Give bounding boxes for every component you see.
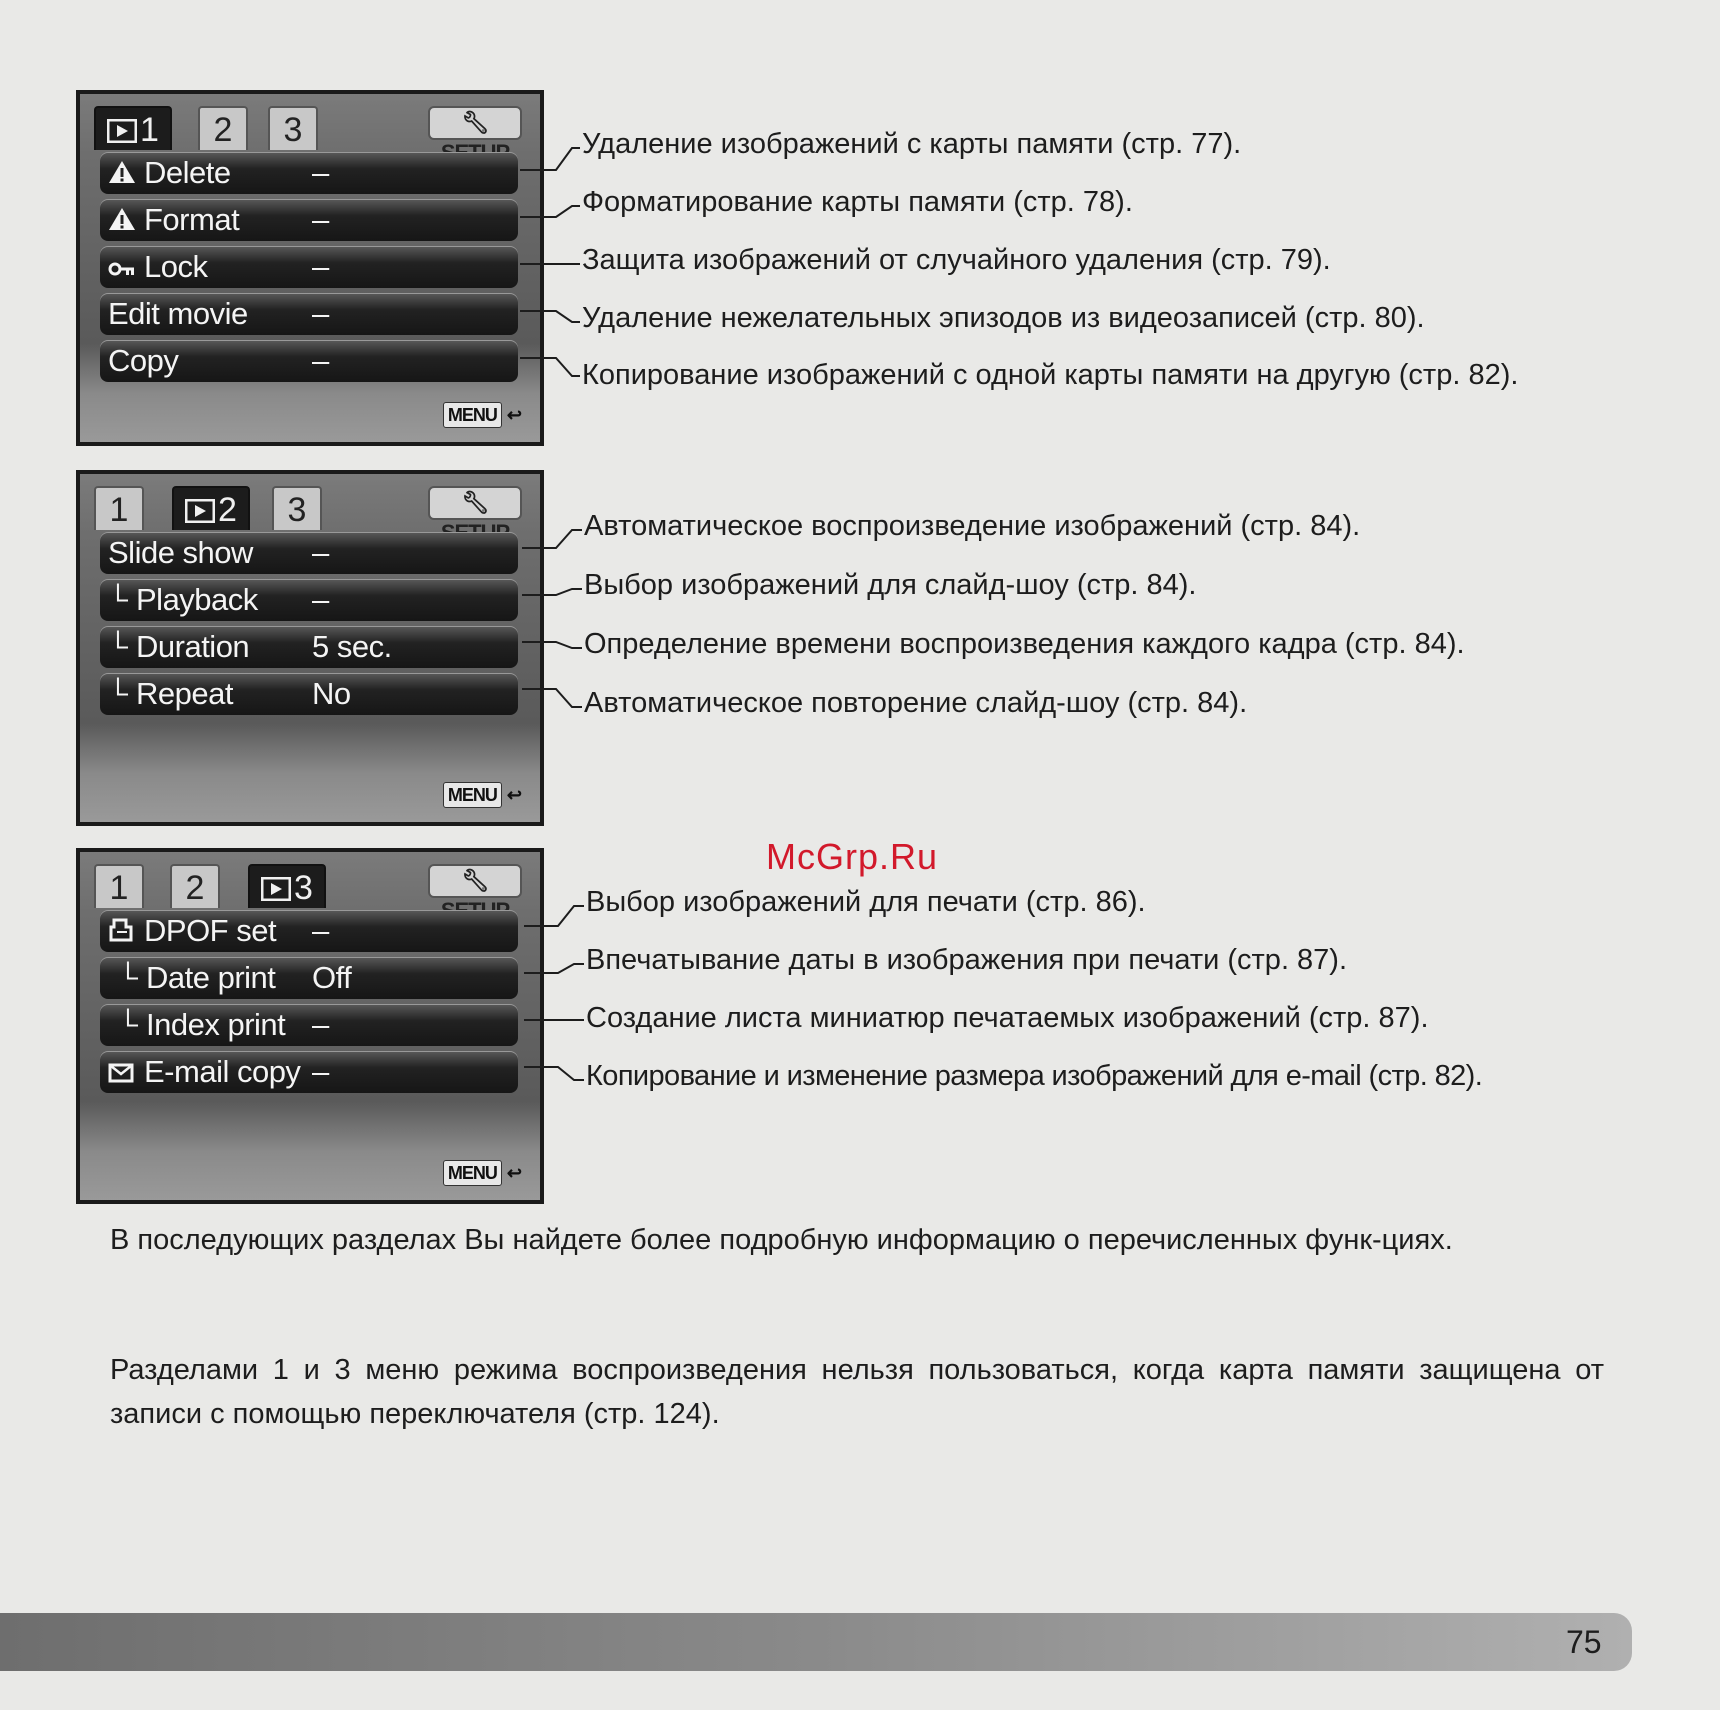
callout-lock: Защита изображений от случайного удаления (стр. 79). [582, 244, 1331, 276]
row-value: 5 sec. [312, 629, 392, 664]
leader-line [524, 1067, 584, 1080]
callout-delete: Удаление изображений с карты памяти (стр. 77). [582, 128, 1242, 160]
leader-line [522, 642, 582, 648]
leader-line [520, 206, 580, 217]
wrench-icon: 🔧︎ [461, 868, 489, 893]
leader-line [520, 358, 580, 376]
sub-item-icon: └ [118, 1009, 138, 1040]
row-label: Slide show [108, 535, 253, 570]
wrench-icon: 🔧︎ [461, 110, 489, 135]
row-value: – [312, 296, 329, 331]
callout-email-copy: Копирование и изменение размера изображений для e-mail (стр. 82). [586, 1060, 1483, 1092]
row-label: Copy [108, 343, 179, 378]
tab-label: 3 [287, 491, 307, 529]
row-label: Repeat [136, 676, 233, 711]
watermark: McGrp.Ru [766, 836, 939, 877]
sub-item-icon: └ [118, 962, 138, 993]
row-label: DPOF set [144, 913, 277, 948]
tab-label: 1 [109, 491, 129, 529]
leader-line [522, 689, 582, 707]
row-value: – [312, 1007, 329, 1042]
row-value: – [312, 535, 329, 570]
return-arrow-icon: ↩︎ [506, 405, 522, 425]
row-value: Off [312, 960, 352, 995]
row-label: Duration [136, 629, 250, 664]
row-label: Playback [136, 582, 258, 617]
row-value: – [312, 202, 329, 237]
callout-index-print: Создание листа миниатюр печатаемых изображений (стр. 87). [586, 1002, 1429, 1034]
menu-label: MENU [443, 1160, 502, 1186]
sub-item-icon: └ [108, 678, 128, 709]
sub-item-icon: └ [108, 631, 128, 662]
row-value: No [312, 676, 351, 711]
tab-label: 1 [109, 869, 129, 907]
tab-label: 2 [213, 111, 233, 149]
row-value: – [312, 913, 329, 948]
row-label: Index print [146, 1007, 286, 1042]
row-value: – [312, 155, 329, 190]
row-value: – [312, 249, 329, 284]
row-value: – [312, 1054, 329, 1089]
row-label: Edit movie [108, 296, 248, 331]
callout-format: Форматирование карты памяти (стр. 78). [582, 186, 1133, 218]
tab-label: 2 [218, 491, 237, 529]
callout-edit-movie: Удаление нежелательных эпизодов из видеозаписей (стр. 80). [582, 302, 1425, 334]
body-paragraph: В последующих разделах Вы найдете более подробную информацию о перечисленных функ-циях. [110, 1224, 1453, 1256]
leader-line [520, 148, 580, 170]
row-label: Lock [144, 249, 208, 284]
return-arrow-icon: ↩︎ [506, 785, 522, 805]
row-value: – [312, 343, 329, 378]
callout-dpof-set: Выбор изображений для печати (стр. 86). [586, 886, 1146, 918]
callout-playback: Выбор изображений для слайд-шоу (стр. 84). [584, 569, 1197, 601]
callout-repeat: Автоматическое повторение слайд-шоу (стр. 84). [584, 687, 1248, 719]
row-label: Delete [144, 155, 231, 190]
row-label: Date print [146, 960, 276, 995]
return-arrow-icon: ↩︎ [506, 1163, 522, 1183]
callout-copy: Копирование изображений с одной карты памяти на другую (стр. 82). [582, 359, 1519, 391]
leader-line [524, 964, 584, 973]
row-value: – [312, 582, 329, 617]
row-label: E-mail copy [144, 1054, 301, 1089]
menu-label: MENU [443, 782, 502, 808]
tab-label: 3 [283, 111, 303, 149]
sub-item-icon: └ [108, 584, 128, 615]
tab-label: 3 [294, 869, 313, 907]
leader-line [524, 906, 584, 926]
body-paragraph: Разделами 1 и 3 меню режима воспроизведения нельзя пользоваться, когда карта памяти защищена от записи с помощью переключателя (стр. 124). [110, 1354, 1604, 1430]
menu-label: MENU [443, 402, 502, 428]
leader-line [520, 311, 580, 322]
footer-bar [0, 1613, 1632, 1671]
leader-line [522, 589, 582, 595]
callout-slide-show: Автоматическое воспроизведение изображений (стр. 84). [584, 510, 1361, 542]
callout-duration: Определение времени воспроизведения каждого кадра (стр. 84). [584, 628, 1465, 660]
tab-label: 2 [185, 869, 205, 907]
page-number: 75 [1566, 1624, 1602, 1660]
tab-label: 1 [140, 111, 159, 149]
wrench-icon: 🔧︎ [461, 490, 489, 515]
row-label: Format [144, 202, 240, 237]
callout-date-print: Впечатывание даты в изображения при печати (стр. 87). [586, 944, 1348, 976]
leader-line [522, 530, 582, 548]
